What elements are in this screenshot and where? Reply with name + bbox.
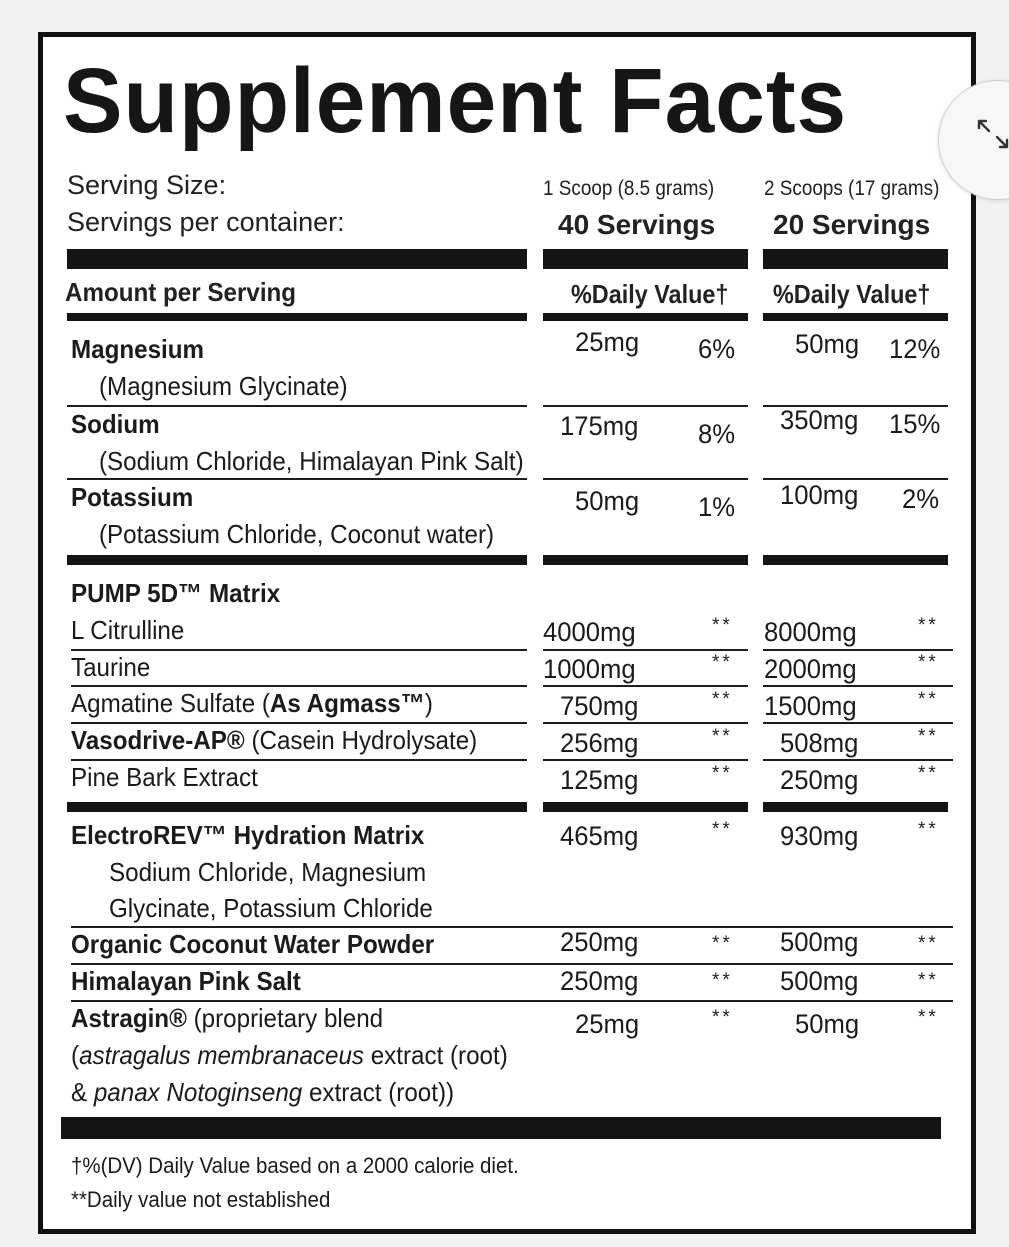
col2-daily-value: ** bbox=[918, 819, 939, 840]
col1-amount: 125mg bbox=[560, 765, 639, 795]
nutrient-name: Sodium bbox=[71, 409, 160, 439]
divider-bar bbox=[543, 249, 748, 269]
col1-daily-value: 1% bbox=[698, 492, 736, 522]
divider-bar bbox=[543, 313, 748, 321]
col2-daily-value: 12% bbox=[889, 334, 941, 364]
row-divider bbox=[543, 405, 748, 407]
servings-per-container-label: Servings per container: bbox=[67, 207, 345, 237]
col1-amount: 175mg bbox=[560, 411, 639, 441]
divider-bar bbox=[543, 802, 748, 812]
col1-daily-value-header: %Daily Value† bbox=[571, 279, 729, 309]
nutrient-source: (Magnesium Glycinate) bbox=[99, 371, 348, 401]
footnote-daily-value: †%(DV) Daily Value based on a 2000 calorie diet. bbox=[71, 1153, 519, 1178]
row-divider bbox=[543, 685, 748, 687]
col1-amount: 256mg bbox=[560, 728, 639, 758]
col2-daily-value: ** bbox=[918, 615, 939, 636]
row-divider bbox=[763, 759, 953, 761]
row-divider bbox=[71, 685, 527, 687]
row-divider bbox=[763, 685, 953, 687]
row-divider bbox=[71, 759, 527, 761]
col1-amount: 25mg bbox=[575, 327, 640, 357]
ingredient-name: Taurine bbox=[71, 652, 151, 682]
divider-bar bbox=[763, 313, 948, 321]
nutrient-name: Magnesium bbox=[71, 334, 205, 364]
col1-daily-value: ** bbox=[712, 970, 733, 991]
col1-daily-value: ** bbox=[712, 726, 733, 747]
row-divider bbox=[543, 649, 748, 651]
ingredient-name: Astragin® (proprietary blend bbox=[71, 1003, 384, 1033]
col2-daily-value: ** bbox=[918, 1007, 939, 1028]
divider-bar bbox=[61, 1117, 941, 1139]
col2-amount: 8000mg bbox=[764, 617, 857, 647]
col2-amount: 2000mg bbox=[764, 654, 857, 684]
col2-daily-value: ** bbox=[918, 726, 939, 747]
row-divider bbox=[71, 649, 527, 651]
col1-daily-value: ** bbox=[712, 652, 733, 673]
col2-amount: 100mg bbox=[780, 480, 859, 510]
col1-serving-size: 1 Scoop (8.5 grams) bbox=[543, 177, 715, 200]
nutrient-name: Potassium bbox=[71, 482, 194, 512]
col2-daily-value: ** bbox=[918, 763, 939, 784]
col2-daily-value: ** bbox=[918, 933, 939, 954]
row-divider bbox=[543, 722, 748, 724]
col2-daily-value: ** bbox=[918, 970, 939, 991]
col2-daily-value: ** bbox=[918, 689, 939, 710]
amount-per-serving-label: Amount per Serving bbox=[65, 277, 297, 307]
divider-bar bbox=[67, 555, 527, 565]
col1-amount: 4000mg bbox=[543, 617, 636, 647]
ingredient-name: Pine Bark Extract bbox=[71, 762, 258, 792]
col2-daily-value: 2% bbox=[902, 484, 940, 514]
col2-daily-value: ** bbox=[918, 652, 939, 673]
row-divider bbox=[71, 963, 953, 965]
col2-servings: 20 Servings bbox=[773, 209, 931, 240]
col1-amount: 250mg bbox=[560, 927, 639, 957]
col2-amount: 1500mg bbox=[764, 691, 857, 721]
divider-bar bbox=[763, 802, 948, 812]
col2-amount: 50mg bbox=[795, 329, 860, 359]
col1-amount: 465mg bbox=[560, 821, 639, 851]
col1-amount: 750mg bbox=[560, 691, 639, 721]
col2-daily-value-header: %Daily Value† bbox=[773, 279, 931, 309]
row-divider bbox=[71, 722, 527, 724]
col2-amount: 500mg bbox=[780, 927, 859, 957]
col2-amount: 930mg bbox=[780, 821, 859, 851]
divider-bar bbox=[67, 313, 527, 321]
col1-daily-value: ** bbox=[712, 689, 733, 710]
ingredient-source: Sodium Chloride, Magnesium bbox=[109, 857, 427, 887]
panel-title: Supplement Facts bbox=[63, 50, 848, 152]
col1-daily-value: ** bbox=[712, 615, 733, 636]
ingredient-name: Vasodrive-AP® (Casein Hydrolysate) bbox=[71, 725, 478, 755]
divider-bar bbox=[763, 555, 948, 565]
ingredient-name: Himalayan Pink Salt bbox=[71, 966, 301, 996]
row-divider bbox=[71, 1000, 953, 1002]
divider-bar bbox=[67, 802, 527, 812]
ingredient-name: Agmatine Sulfate (As Agmass™) bbox=[71, 688, 433, 718]
row-divider bbox=[763, 649, 953, 651]
row-divider bbox=[763, 722, 953, 724]
col1-daily-value: ** bbox=[712, 763, 733, 784]
col1-amount: 50mg bbox=[575, 486, 640, 516]
nutrient-source: (Potassium Chloride, Coconut water) bbox=[99, 519, 495, 549]
col1-daily-value: ** bbox=[712, 933, 733, 954]
footnote-not-established: **Daily value not established bbox=[71, 1187, 331, 1212]
supplement-facts-panel bbox=[38, 32, 976, 1234]
col1-amount: 1000mg bbox=[543, 654, 636, 684]
col2-daily-value: 15% bbox=[889, 409, 941, 439]
col2-amount: 250mg bbox=[780, 765, 859, 795]
section-title-pump: PUMP 5D™ Matrix bbox=[71, 578, 281, 608]
col2-serving-size: 2 Scoops (17 grams) bbox=[764, 177, 940, 200]
divider-bar bbox=[67, 249, 527, 269]
col2-amount: 508mg bbox=[780, 728, 859, 758]
divider-bar bbox=[763, 249, 948, 269]
divider-bar bbox=[543, 555, 748, 565]
ingredient-source: Glycinate, Potassium Chloride bbox=[109, 893, 433, 923]
nutrient-source: (Sodium Chloride, Himalayan Pink Salt) bbox=[99, 446, 524, 476]
col1-daily-value: 6% bbox=[698, 334, 736, 364]
col2-amount: 500mg bbox=[780, 966, 859, 996]
ingredient-source: (astragalus membranaceus extract (root) bbox=[71, 1040, 508, 1070]
row-divider bbox=[543, 478, 748, 480]
row-divider bbox=[67, 478, 527, 480]
expand-arrows-icon bbox=[975, 117, 1009, 157]
col1-amount: 25mg bbox=[575, 1009, 640, 1039]
ingredient-name: Organic Coconut Water Powder bbox=[71, 929, 435, 959]
col1-amount: 250mg bbox=[560, 966, 639, 996]
col1-daily-value: ** bbox=[712, 1007, 733, 1028]
col1-daily-value: ** bbox=[712, 819, 733, 840]
ingredient-name: L Citrulline bbox=[71, 615, 185, 645]
serving-size-label: Serving Size: bbox=[67, 170, 227, 200]
section-title-electrorev: ElectroREV™ Hydration Matrix bbox=[71, 820, 425, 850]
ingredient-source: & panax Notoginseng extract (root)) bbox=[71, 1077, 455, 1107]
col2-amount: 50mg bbox=[795, 1009, 860, 1039]
col1-servings: 40 Servings bbox=[558, 209, 716, 240]
col2-amount: 350mg bbox=[780, 405, 859, 435]
col1-daily-value: 8% bbox=[698, 419, 736, 449]
row-divider bbox=[543, 759, 748, 761]
row-divider bbox=[67, 405, 527, 407]
